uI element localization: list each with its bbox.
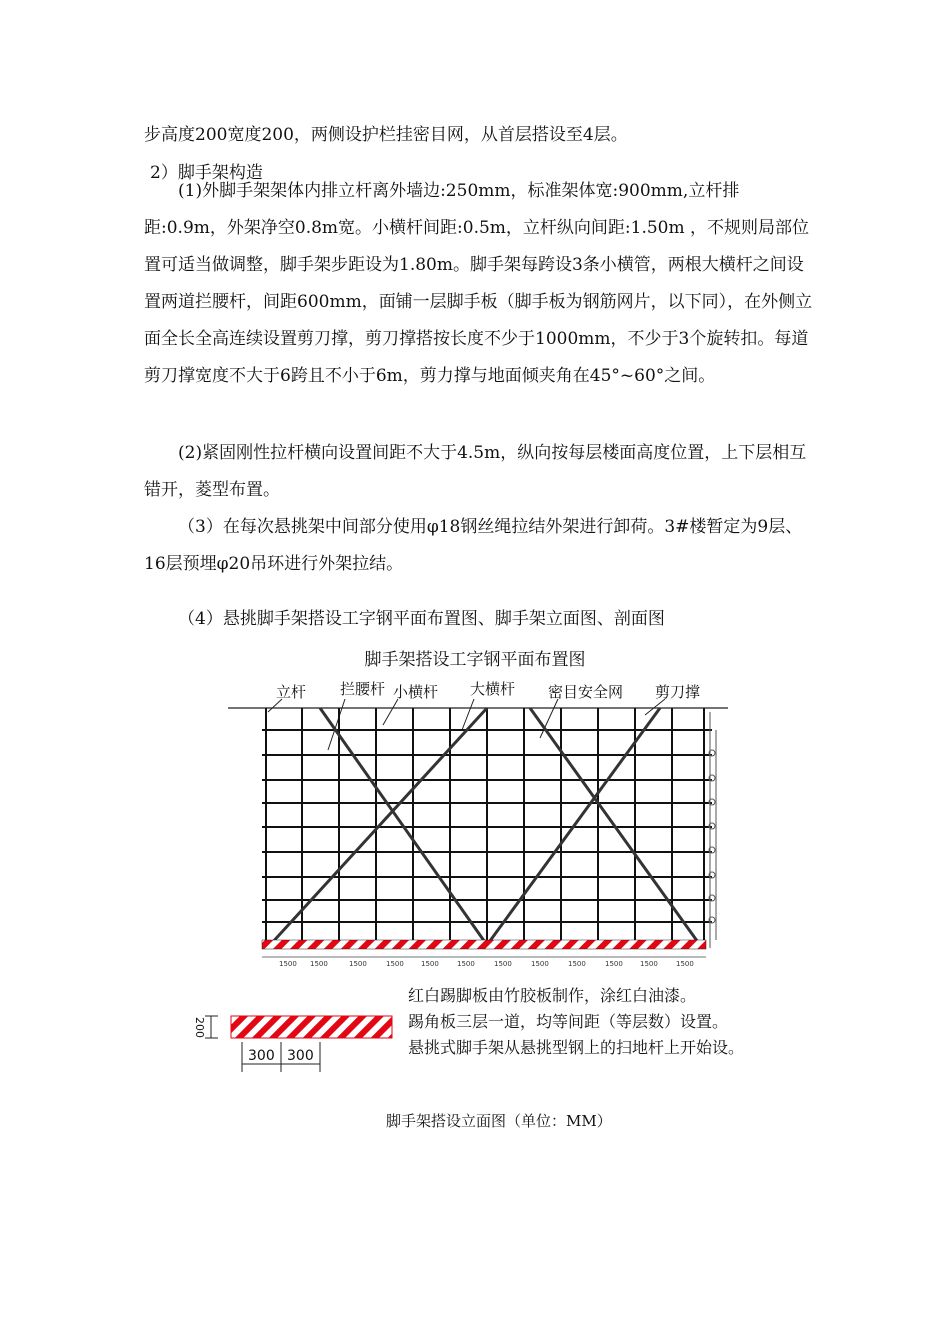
figure-caption: 脚手架搭设立面图（单位：MM） bbox=[386, 1112, 612, 1130]
paragraph-intro: 步高度200宽度200，两侧设护栏挂密目网，从首层搭设至4层。 bbox=[144, 125, 628, 145]
figure-title: 脚手架搭设工字钢平面布置图 bbox=[364, 650, 586, 670]
toeboard-segment-1: 300 bbox=[248, 1048, 275, 1064]
spacing-label: 1500 bbox=[279, 960, 297, 968]
spacing-label: 1500 bbox=[421, 960, 439, 968]
spacing-label: 1500 bbox=[457, 960, 475, 968]
paragraph-3: （3）在每次悬挑架中间部分使用φ18钢丝绳拉结外架进行卸荷。3#楼暂定为9层、16层预埋φ20吊环进行外架拉结。 bbox=[144, 517, 803, 574]
spacing-label: 1500 bbox=[386, 960, 404, 968]
spacing-label: 1500 bbox=[310, 960, 328, 968]
spacing-label: 1500 bbox=[568, 960, 586, 968]
toeboard-height: 200 bbox=[193, 1017, 206, 1038]
label-scissor-brace: 剪刀撑 bbox=[655, 683, 701, 701]
label-upright: 立杆 bbox=[276, 683, 307, 701]
spacing-label: 1500 bbox=[531, 960, 549, 968]
figure-note: 红白踢脚板由竹胶板制作，涂红白油漆。 bbox=[408, 986, 697, 1005]
label-waist-rail: 拦腰杆 bbox=[340, 680, 386, 698]
label-small-bar: 小横杆 bbox=[393, 683, 439, 701]
spacing-label: 1500 bbox=[349, 960, 367, 968]
spacing-label: 1500 bbox=[494, 960, 512, 968]
paragraph-4: （4）悬挑脚手架搭设工字钢平面布置图、脚手架立面图、剖面图 bbox=[178, 609, 665, 629]
toeboard-segment-2: 300 bbox=[287, 1048, 314, 1064]
toeboard-detail bbox=[193, 1016, 392, 1072]
spacing-label: 1500 bbox=[605, 960, 623, 968]
section-heading: 2）脚手架构造 bbox=[150, 163, 263, 183]
figure-note: 踢角板三层一道，均等间距（等层数）设置。 bbox=[408, 1012, 729, 1031]
figure-note: 悬挑式脚手架从悬挑型钢上的扫地杆上开始设。 bbox=[408, 1038, 745, 1057]
label-big-bar: 大横杆 bbox=[470, 680, 516, 698]
label-safety-net: 密目安全网 bbox=[548, 683, 624, 701]
spacing-label: 1500 bbox=[640, 960, 658, 968]
paragraph-2: (2)紧固刚性拉杆横向设置间距不大于4.5m，纵向按每层楼面高度位置，上下层相互错开，菱型布置。 bbox=[144, 443, 807, 500]
paragraph-1: (1)外脚手架架体内排立杆离外墙边:250mm，标准架体宽:900mm,立杆排距:0.9m，外架净空0.8m宽。小横杆间距:0.5m，立杆纵向间距:1.50m ，不规则局部位置可适当做调整，脚手架步距设为1.80m。脚手架每跨设3条小横管，两根大横杆之间设置两道拦腰杆，间距600mm，面铺一层脚手板（脚手板为钢筋网片，以下同），在外侧立面全长全高连续设置剪刀撑，剪刀撑搭按长度不少于1000mm，不少于3个旋转扣。每道剪刀撑宽度不大于6跨且不小于6m，剪力撑与地面倾夹角在45°~60°之间。 bbox=[144, 181, 813, 386]
spacing-label: 1500 bbox=[676, 960, 694, 968]
